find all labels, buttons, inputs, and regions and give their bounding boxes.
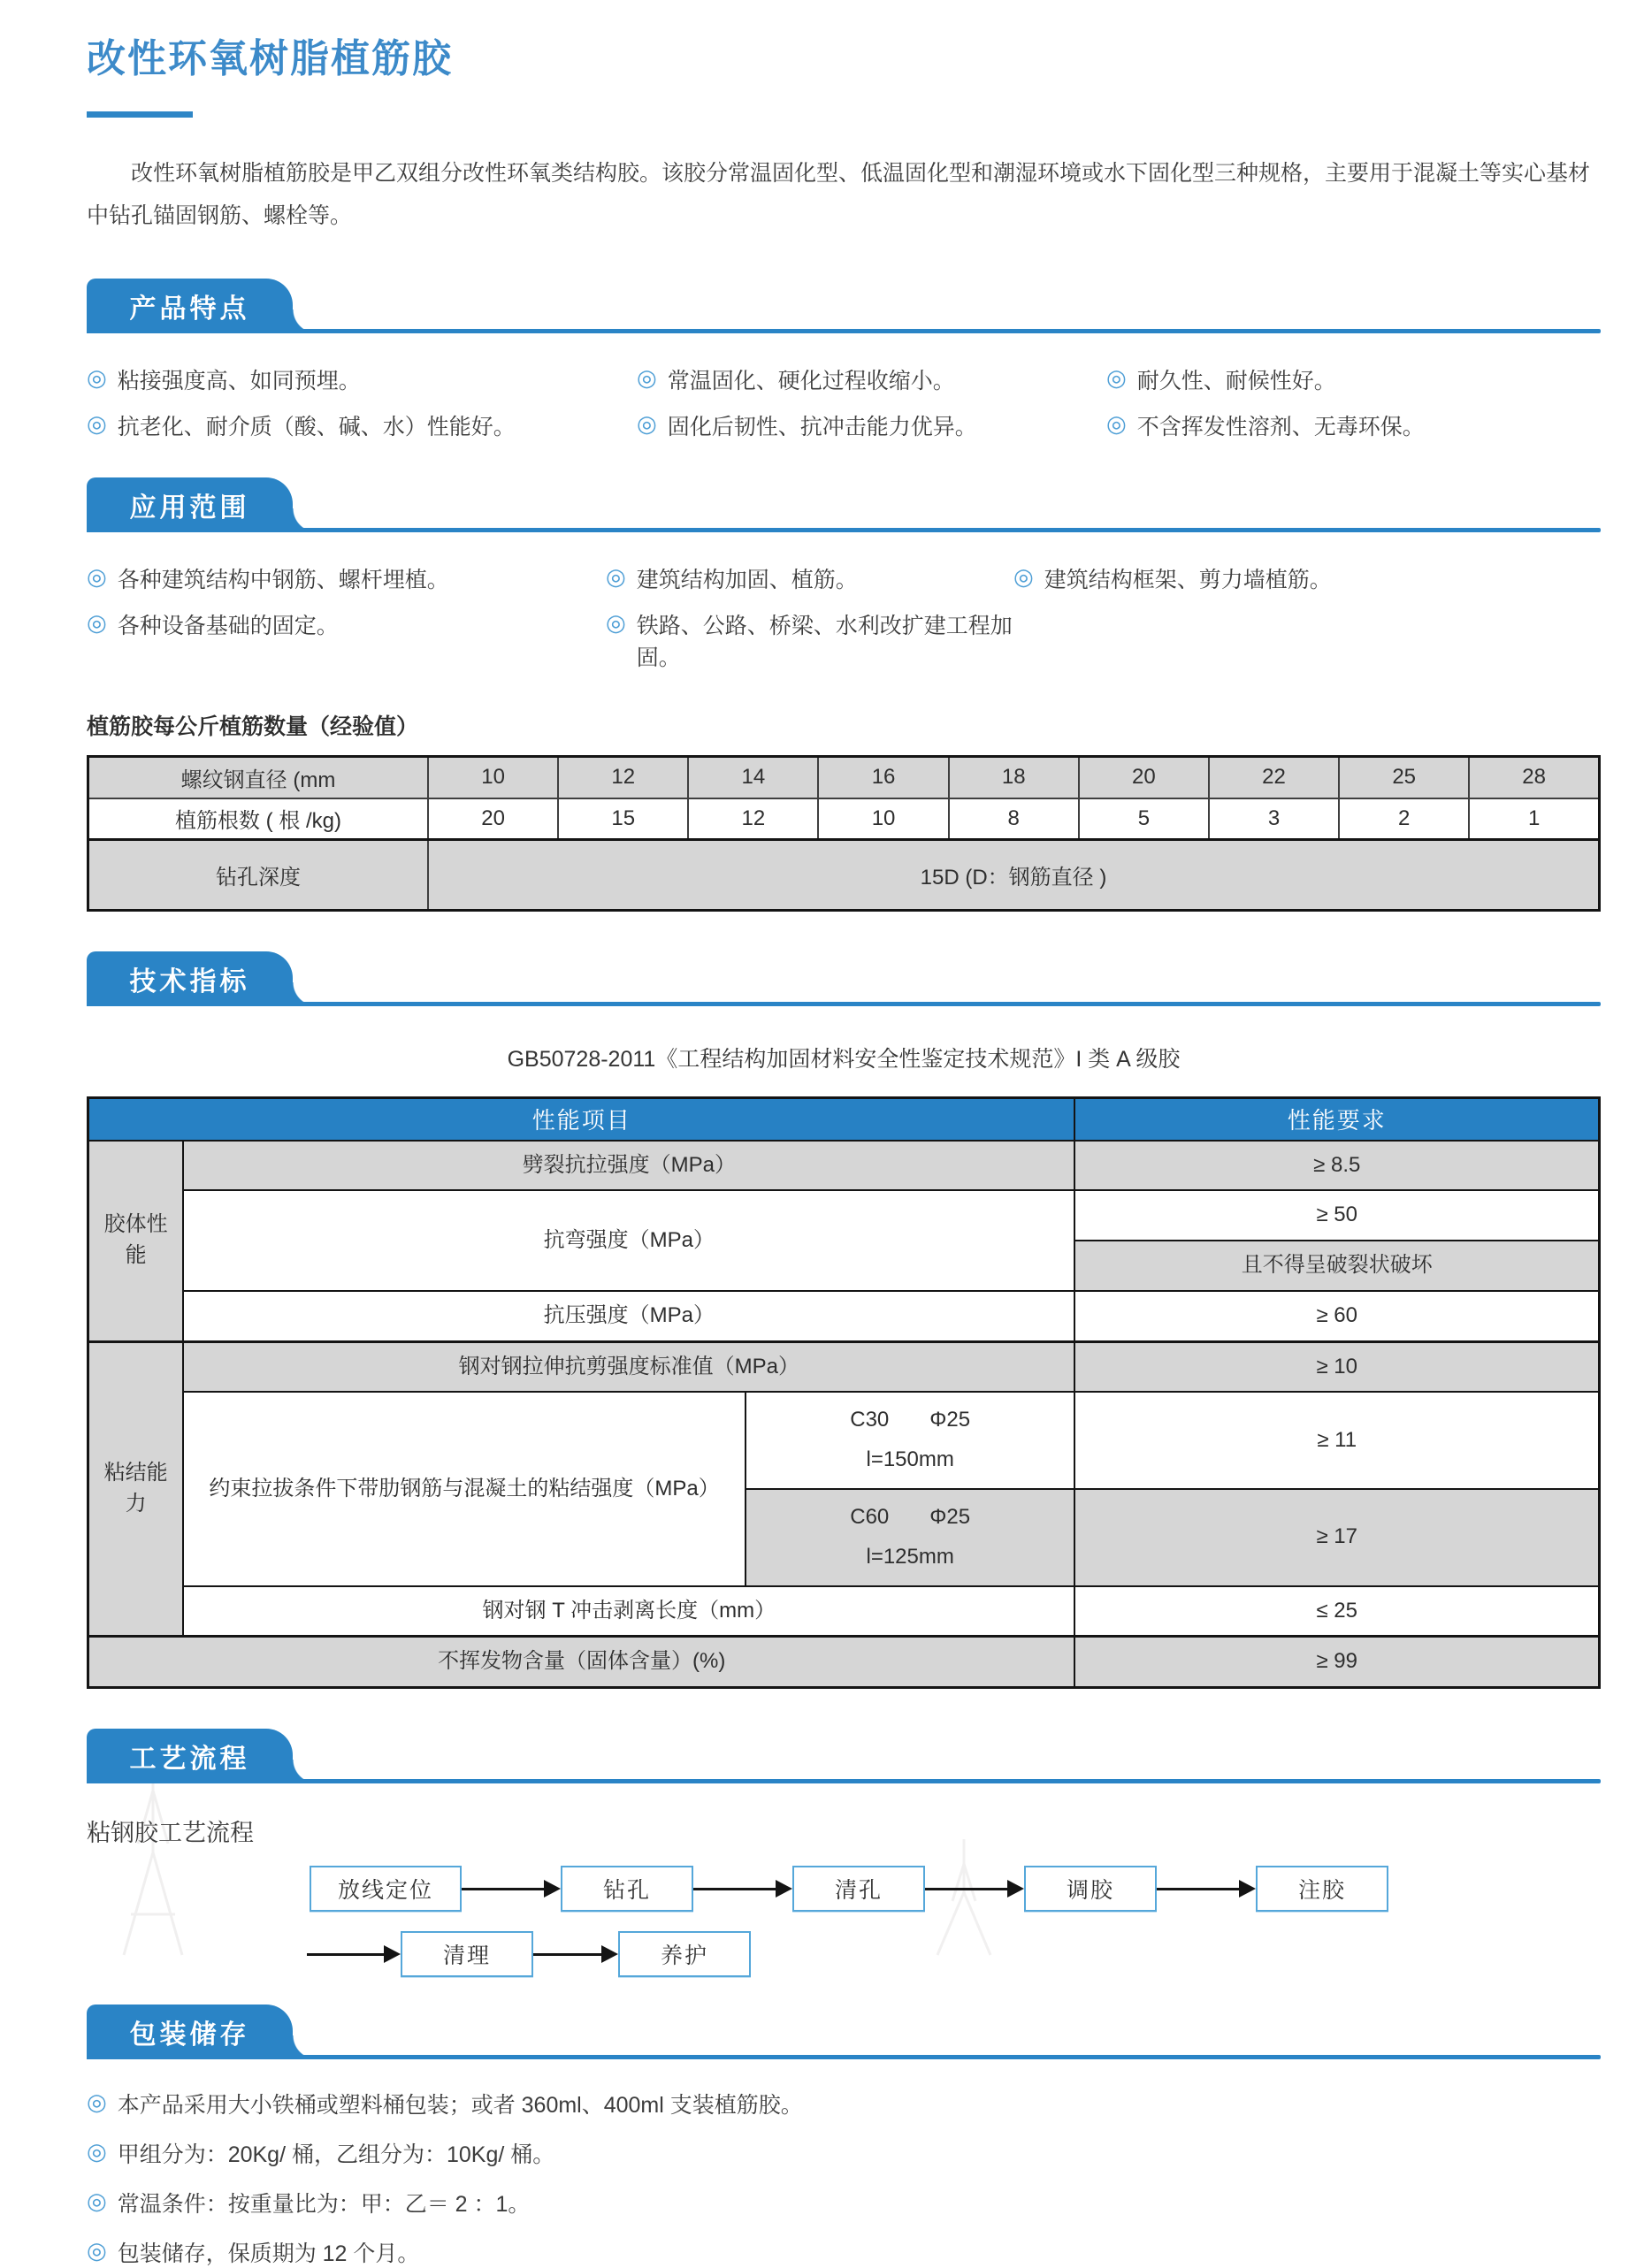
flow-arrow-icon — [462, 1880, 561, 1898]
intro-paragraph: 改性环氧树脂植筋胶是甲乙双组分改性环氧类结构胶。该胶分常温固化型、低温固化型和潮湿环境或水下固化型三种规格，主要用于混凝土等实心基材中钻孔锚固钢筋、螺栓等。 — [87, 161, 1591, 228]
tech-condition — [746, 1489, 1075, 1586]
application-item — [1013, 562, 1601, 594]
flow-row-2 — [307, 1931, 1601, 1977]
tech-col-item: 性能项目 — [88, 1098, 1075, 1141]
condition-line1 — [753, 1502, 1067, 1533]
flow-step-box: 调胶 — [1024, 1866, 1157, 1912]
feature-label: 抗老化、耐介质（酸、碱、水）性能好。 — [117, 415, 516, 439]
tech-item: 抗压强度（MPa） — [183, 1291, 1074, 1341]
feature-label: 常温固化、硬化过程收缩小。 — [667, 369, 955, 393]
table-cell: 16 — [818, 757, 948, 798]
table-cell: 22 — [1209, 757, 1339, 798]
dosage-row-label: 钻孔深度 — [88, 840, 429, 911]
tech-item: 抗弯强度（MPa） — [183, 1190, 1074, 1291]
packaging-list — [87, 2088, 1601, 2268]
table-cell: 28 — [1469, 757, 1599, 798]
application-label: 铁路、公路、桥梁、水利改扩建工程加固。 — [636, 614, 1013, 670]
table-row — [88, 1392, 1600, 1489]
bullet-icon: ◎ — [87, 2089, 107, 2116]
table-cell: 10 — [818, 798, 948, 840]
table-cell: 20 — [428, 798, 558, 840]
condition-line1 — [753, 1405, 1067, 1436]
section-process-header — [87, 1728, 1601, 1783]
dosage-depth-row — [88, 840, 1600, 911]
application-item — [87, 562, 606, 594]
feature-label: 耐久性、耐候性好。 — [1136, 369, 1336, 393]
bullet-icon: ◎ — [87, 364, 107, 391]
bullet-icon: ◎ — [637, 364, 657, 391]
feature-item — [87, 363, 637, 395]
packaging-label: 常温条件：按重量比为：甲：乙＝ 2 ：1。 — [117, 2192, 531, 2218]
application-item — [87, 608, 606, 672]
application-label: 建筑结构加固、植筋。 — [636, 568, 858, 592]
tech-req: ≥ 50 — [1074, 1190, 1599, 1241]
tech-item: 不挥发物含量（固体含量）(%) — [88, 1637, 1075, 1688]
bullet-icon: ◎ — [87, 609, 107, 636]
concrete-grade: C30 — [850, 1408, 890, 1432]
flow-step-box: 注胶 — [1256, 1866, 1388, 1912]
section-applications-header — [87, 477, 1601, 532]
feature-item — [637, 363, 1106, 395]
page-title: 改性环氧树脂植筋胶 — [87, 37, 453, 80]
table-cell: 10 — [428, 757, 558, 798]
flow-step-box: 清理 — [401, 1931, 533, 1977]
bullet-icon: ◎ — [87, 2138, 107, 2165]
applications-list — [87, 562, 1601, 672]
flow-arrow-icon — [533, 1945, 618, 1963]
tech-req-note: 且不得呈破裂状破坏 — [1074, 1241, 1599, 1291]
tech-item: 钢对钢拉伸抗剪强度标准值（MPa） — [183, 1341, 1074, 1392]
title-underline — [87, 111, 193, 118]
bar-size: Φ25 — [929, 1505, 971, 1530]
table-cell: 2 — [1339, 798, 1469, 840]
tech-req: ≤ 25 — [1074, 1586, 1599, 1637]
packaging-item — [87, 2088, 1601, 2119]
embed-length: l=150mm — [866, 1447, 954, 1472]
feature-item — [637, 409, 1106, 441]
table-cell: 8 — [949, 798, 1079, 840]
flow-arrow-icon — [307, 1945, 401, 1963]
bullet-icon: ◎ — [87, 2237, 107, 2264]
flow-row-1 — [310, 1866, 1601, 1912]
dosage-depth-value: 15D (D：钢筋直径 ) — [428, 840, 1599, 911]
packaging-label: 本产品采用大小铁桶或塑料桶包装；或者 360ml、400ml 支装植筋胶。 — [117, 2093, 803, 2119]
bullet-icon: ◎ — [637, 410, 657, 437]
process-subtitle: 粘钢胶工艺流程 — [87, 1820, 254, 1847]
flow-arrow-icon — [693, 1880, 792, 1898]
tech-req: ≥ 10 — [1074, 1341, 1599, 1392]
tech-req: ≥ 60 — [1074, 1291, 1599, 1341]
section-heading-applications: 应用范围 — [87, 477, 293, 532]
application-item — [606, 562, 1013, 594]
process-flowchart — [87, 1866, 1601, 1977]
section-tech-header — [87, 951, 1601, 1006]
table-cell: 18 — [949, 757, 1079, 798]
packaging-item — [87, 2187, 1601, 2218]
section-heading-process: 工艺流程 — [87, 1729, 293, 1783]
tech-standard-line: GB50728-2011《工程结构加固材料安全性鉴定技术规范》I 类 A 级胶 — [507, 1047, 1181, 1072]
concrete-grade: C60 — [850, 1505, 890, 1530]
table-cell: 3 — [1209, 798, 1339, 840]
bullet-icon: ◎ — [606, 609, 626, 636]
feature-item — [87, 409, 637, 441]
table-row — [88, 1586, 1600, 1637]
section-heading-packaging: 包装储存 — [87, 2005, 293, 2059]
bullet-icon: ◎ — [1106, 364, 1127, 391]
table-cell: 20 — [1079, 757, 1209, 798]
table-cell: 12 — [688, 798, 818, 840]
tech-table — [87, 1096, 1601, 1689]
section-packaging-header — [87, 2004, 1601, 2059]
tech-header-row — [88, 1098, 1600, 1141]
application-label: 建筑结构框架、剪力墙植筋。 — [1044, 568, 1332, 592]
feature-item — [1106, 363, 1601, 395]
application-label: 各种设备基础的固定。 — [117, 614, 339, 638]
table-cell: 12 — [558, 757, 688, 798]
flow-step-box: 钻孔 — [561, 1866, 693, 1912]
flow-step-box: 清孔 — [792, 1866, 925, 1912]
bullet-icon: ◎ — [1013, 563, 1034, 590]
application-item — [606, 608, 1013, 672]
table-cell: 25 — [1339, 757, 1469, 798]
dosage-table — [87, 755, 1601, 912]
dosage-row-label: 螺纹钢直径 (mm — [88, 757, 429, 798]
tech-req: ≥ 11 — [1074, 1392, 1599, 1489]
section-heading-features: 产品特点 — [87, 279, 293, 333]
embed-length: l=125mm — [866, 1544, 954, 1569]
dosage-count-row — [88, 798, 1600, 840]
tech-col-requirement: 性能要求 — [1074, 1098, 1599, 1141]
bullet-icon: ◎ — [606, 563, 626, 590]
tech-condition — [746, 1392, 1075, 1489]
packaging-item — [87, 2137, 1601, 2169]
tech-req: ≥ 17 — [1074, 1489, 1599, 1586]
packaging-label: 包装储存，保质期为 12 个月。 — [117, 2241, 420, 2267]
section-features-header — [87, 278, 1601, 333]
tech-req: ≥ 8.5 — [1074, 1141, 1599, 1191]
dosage-row-label: 植筋根数 ( 根 /kg) — [88, 798, 429, 840]
tech-item: 约束拉拔条件下带肋钢筋与混凝土的粘结强度（MPa） — [183, 1392, 746, 1585]
table-row — [88, 1141, 1600, 1191]
table-cell: 5 — [1079, 798, 1209, 840]
table-cell: 15 — [558, 798, 688, 840]
feature-item — [1106, 409, 1601, 441]
flow-step-box: 放线定位 — [310, 1866, 462, 1912]
tech-group-body: 胶体性能 — [88, 1141, 184, 1342]
tech-group-bond: 粘结能力 — [88, 1341, 184, 1637]
tech-item: 钢对钢 T 冲击剥离长度（mm） — [183, 1586, 1074, 1637]
bar-size: Φ25 — [929, 1408, 971, 1432]
dosage-diameter-row — [88, 757, 1600, 798]
table-cell: 1 — [1469, 798, 1599, 840]
features-list — [87, 363, 1601, 441]
table-row — [88, 1190, 1600, 1241]
feature-label: 不含挥发性溶剂、无毒环保。 — [1136, 415, 1425, 439]
table-row — [88, 1291, 1600, 1341]
section-heading-tech: 技术指标 — [87, 951, 293, 1006]
tech-req: ≥ 99 — [1074, 1637, 1599, 1688]
flow-arrow-icon — [1157, 1880, 1256, 1898]
flow-step-box: 养护 — [618, 1931, 751, 1977]
dosage-caption: 植筋胶每公斤植筋数量（经验值） — [87, 714, 419, 739]
feature-label: 粘接强度高、如同预埋。 — [117, 369, 361, 393]
flow-arrow-icon — [925, 1880, 1024, 1898]
packaging-label: 甲组分为：20Kg/ 桶，乙组分为：10Kg/ 桶。 — [117, 2142, 555, 2168]
table-row — [88, 1341, 1600, 1392]
bullet-icon: ◎ — [87, 410, 107, 437]
table-row — [88, 1637, 1600, 1688]
bullet-icon: ◎ — [87, 563, 107, 590]
bullet-icon: ◎ — [87, 2188, 107, 2215]
tech-item: 劈裂抗拉强度（MPa） — [183, 1141, 1074, 1191]
application-label: 各种建筑结构中钢筋、螺杆埋植。 — [117, 568, 449, 592]
packaging-item — [87, 2236, 1601, 2268]
table-cell: 14 — [688, 757, 818, 798]
feature-label: 固化后韧性、抗冲击能力优异。 — [667, 415, 977, 439]
bullet-icon: ◎ — [1106, 410, 1127, 437]
